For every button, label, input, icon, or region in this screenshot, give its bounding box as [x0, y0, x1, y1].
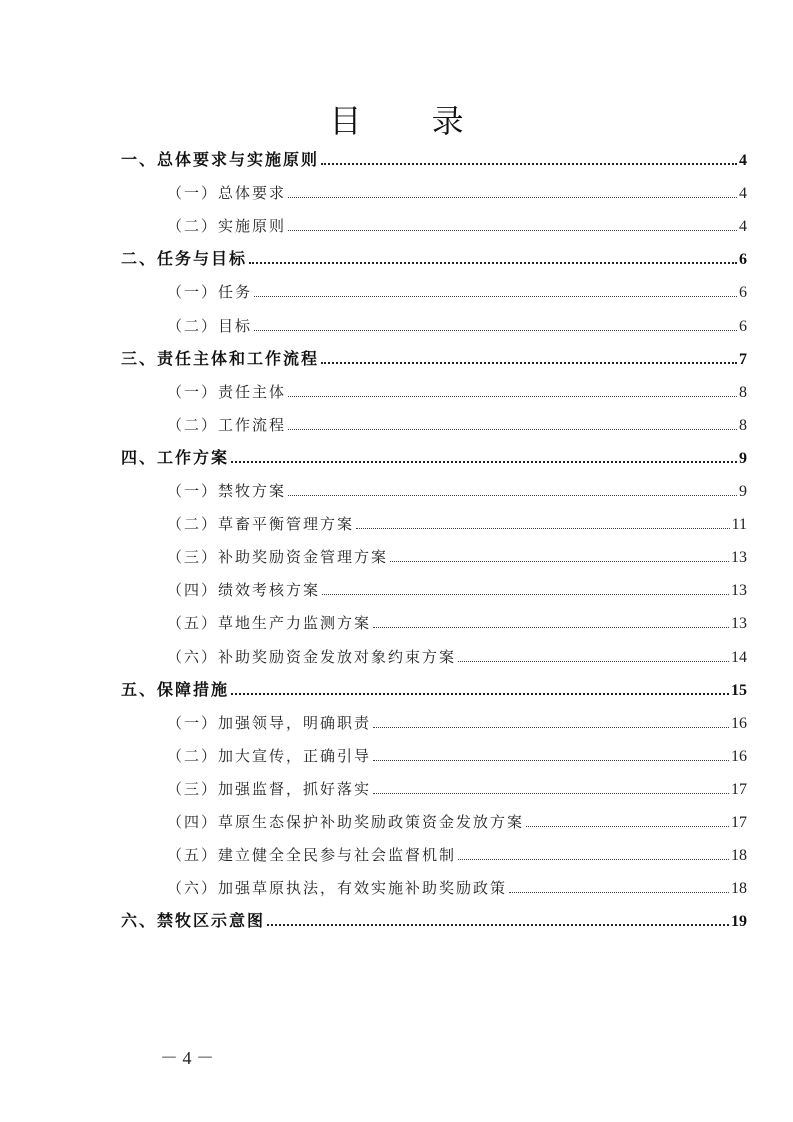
toc-entry-title: （二）目标	[167, 316, 253, 335]
toc-entry-title: （二）草畜平衡管理方案	[167, 515, 355, 534]
toc-page-number: 16	[731, 714, 747, 732]
toc-page-number: 4	[739, 218, 747, 236]
toc-dot-leader	[288, 495, 737, 496]
toc-page-number: 17	[731, 780, 747, 798]
toc-dot-leader	[231, 461, 737, 463]
toc-entry-title: 三、责任主体和工作流程	[121, 348, 320, 368]
toc-entry-title: 四、工作方案	[121, 447, 230, 467]
toc-subsection-entry	[167, 643, 747, 667]
toc-entry-title: （二）工作流程	[167, 415, 287, 434]
page-title: 目 录	[329, 102, 494, 140]
toc-dot-leader	[288, 197, 737, 198]
toc-entry-title: （五）建立健全全民参与社会监督机制	[167, 846, 457, 865]
toc-page-number: 15	[731, 681, 747, 699]
toc-dot-leader	[231, 693, 729, 695]
toc-dot-leader	[288, 396, 737, 397]
toc-entry-title: 二、任务与目标	[121, 249, 248, 269]
toc-dot-leader	[288, 230, 737, 231]
toc-subsection-entry	[167, 179, 747, 203]
toc-section-entry	[121, 345, 747, 369]
toc-section-entry	[121, 676, 747, 700]
toc-page-number: 13	[731, 582, 747, 600]
toc-page-number: 6	[739, 251, 747, 269]
toc-subsection-entry	[167, 477, 747, 501]
toc-subsection-entry	[167, 543, 747, 567]
toc-entry-title: （一）责任主体	[167, 382, 287, 401]
toc-subsection-entry	[167, 874, 747, 898]
toc-entry-title: （三）补助奖励资金管理方案	[167, 548, 389, 567]
toc-dot-leader	[254, 296, 737, 297]
toc-entry-title: （六）补助奖励资金发放对象约束方案	[167, 647, 457, 666]
toc-dot-leader	[356, 528, 730, 529]
toc-entry-title: （二）加大宣传，正确引导	[167, 746, 372, 765]
toc-entry-title: （六）加强草原执法，有效实施补助奖励政策	[167, 879, 508, 898]
toc-entry-title: 五、保障措施	[121, 679, 230, 699]
toc-page-number: 18	[731, 880, 747, 898]
toc-page-number: 6	[739, 317, 747, 335]
toc-section-entry	[121, 245, 747, 269]
toc-dot-leader	[373, 727, 729, 728]
toc-dot-leader	[321, 362, 737, 364]
toc-subsection-entry	[167, 709, 747, 733]
toc-dot-leader	[288, 429, 737, 430]
toc-section-entry	[121, 146, 747, 170]
toc-page-number: 13	[731, 549, 747, 567]
toc-entry-title: （四）绩效考核方案	[167, 581, 321, 600]
toc-page-number: 17	[731, 814, 747, 831]
toc-subsection-entry	[167, 742, 747, 766]
toc-page-number: 7	[739, 350, 747, 368]
toc-entry-title: （一）加强领导，明确职责	[167, 713, 372, 732]
toc-entry-title: （一）禁牧方案	[167, 482, 287, 500]
toc-subsection-entry	[167, 609, 747, 633]
toc-dot-leader	[373, 627, 729, 628]
toc-dot-leader	[458, 661, 729, 662]
toc-subsection-entry	[167, 212, 747, 236]
toc-page-number: 8	[739, 416, 747, 434]
toc-dot-leader	[267, 924, 729, 926]
toc-subsection-entry	[167, 775, 747, 799]
toc-section-entry	[121, 444, 747, 468]
toc-page-number: 8	[739, 383, 747, 401]
toc-page-number: 18	[731, 847, 747, 865]
toc-dot-leader	[458, 859, 729, 860]
toc-subsection-entry	[167, 278, 747, 302]
toc-entry-title: 六、禁牧区示意图	[121, 911, 266, 931]
toc-dot-leader	[509, 892, 729, 893]
toc-subsection-entry	[167, 312, 747, 336]
toc-page-number: 6	[739, 284, 747, 302]
toc-entry-title: （五）草地生产力监测方案	[167, 614, 372, 633]
toc-entry-title: （四）草原生态保护补助奖励政策资金发放方案	[167, 813, 525, 831]
toc-page-number: 9	[739, 449, 747, 467]
toc-page-number: 13	[731, 615, 747, 633]
toc-dot-leader	[254, 330, 737, 331]
toc-page-number: 16	[731, 747, 747, 765]
toc-entry-title: （一）总体要求	[167, 184, 287, 203]
toc-dot-leader	[373, 793, 729, 794]
toc-subsection-entry	[167, 808, 747, 832]
toc-dot-leader	[249, 262, 737, 264]
toc-subsection-entry	[167, 510, 747, 534]
toc-entry-title: （二）实施原则	[167, 217, 287, 236]
toc-entry-title: （三）加强监督，抓好落实	[167, 779, 372, 798]
toc-subsection-entry	[167, 378, 747, 402]
toc-page-number: 9	[739, 483, 747, 500]
toc-dot-leader	[373, 760, 729, 761]
toc-page-number: 14	[731, 648, 747, 666]
toc-page-number: 19	[731, 913, 747, 931]
toc-subsection-entry	[167, 576, 747, 600]
toc-subsection-entry	[167, 841, 747, 865]
toc-page-number: 4	[739, 152, 747, 169]
toc-subsection-entry	[167, 411, 747, 435]
toc-dot-leader	[526, 826, 729, 827]
toc-dot-leader	[322, 594, 729, 595]
toc-section-entry	[121, 907, 747, 931]
page-number-footer: － 4 －	[160, 1048, 214, 1068]
toc-page-number: 4	[739, 185, 747, 203]
toc-entry-title: （一）任务	[167, 283, 253, 302]
toc-page-number: 11	[731, 516, 747, 534]
toc-entry-title: 一、总体要求与实施原则	[121, 150, 320, 169]
toc-dot-leader	[390, 561, 729, 562]
toc-dot-leader	[321, 163, 737, 165]
